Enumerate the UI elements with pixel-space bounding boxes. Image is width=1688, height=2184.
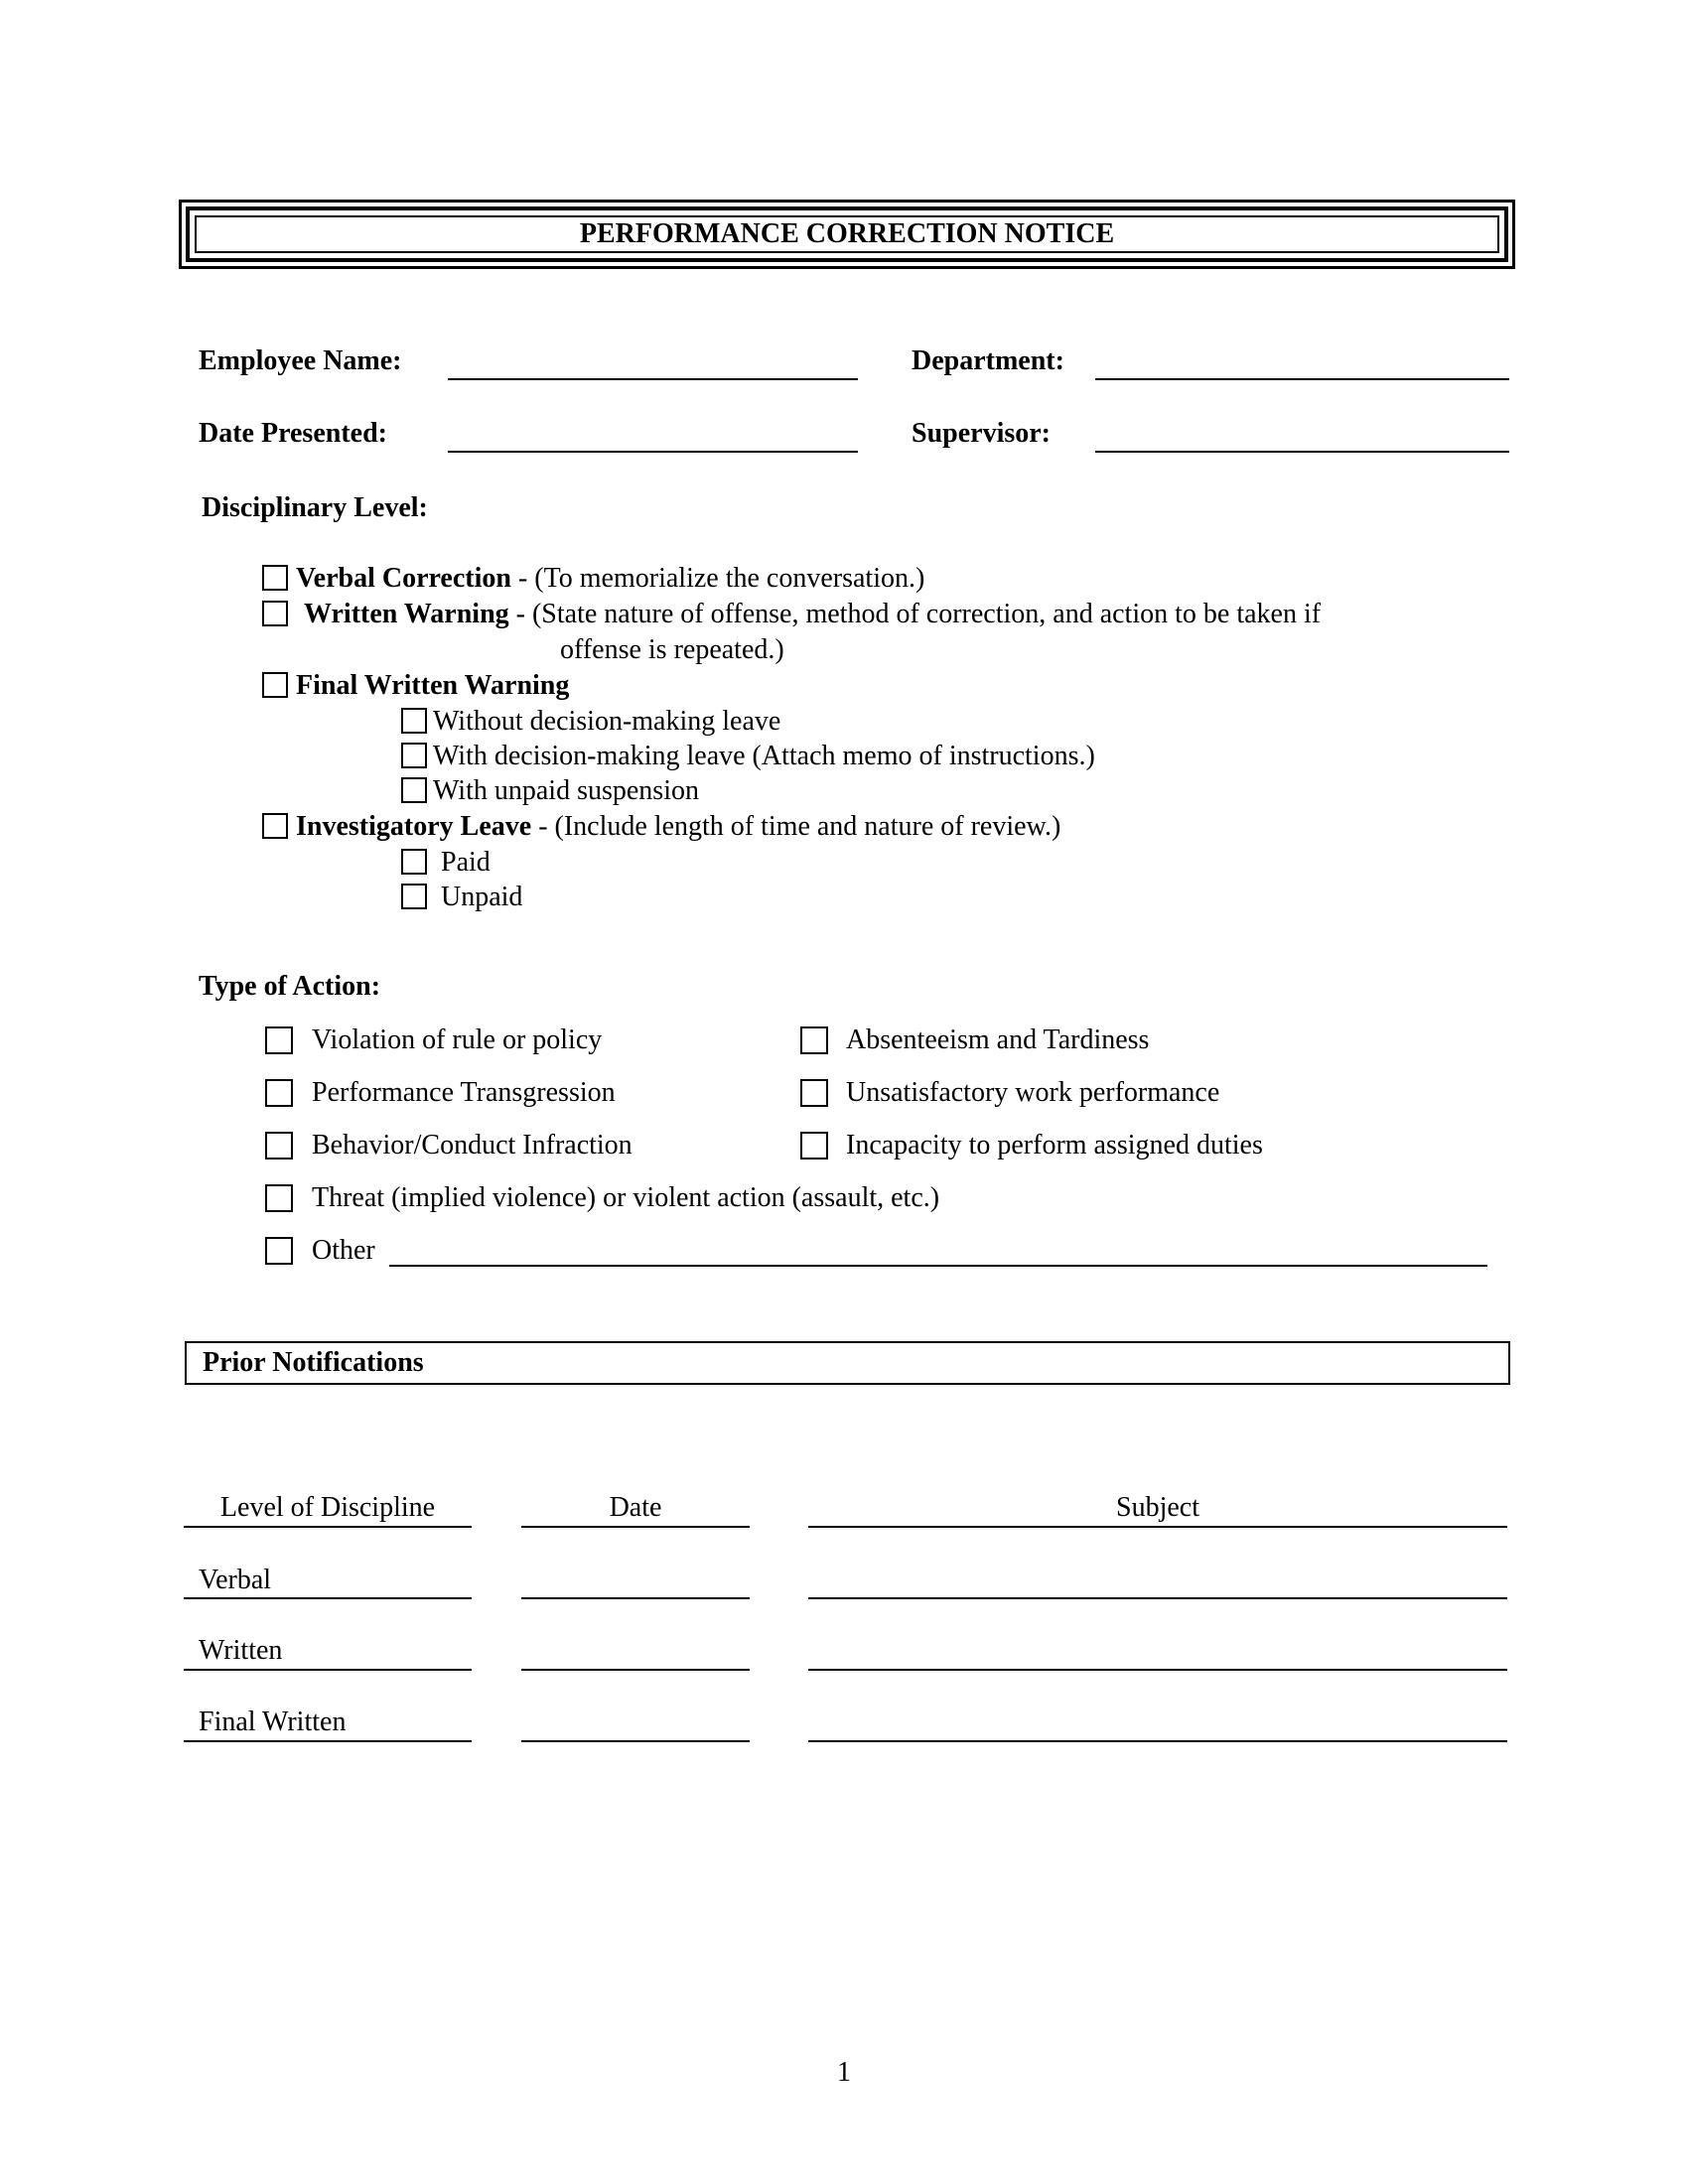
investigatory-leave-option: Investigatory Leave - (Include length of time and nature of review.): [296, 811, 1061, 842]
with-leave-option: With decision-making leave (Attach memo of instructions.): [433, 741, 1095, 771]
performance-transgression-checkbox[interactable]: [265, 1079, 293, 1107]
date-presented-field[interactable]: [448, 451, 858, 453]
written-warning-desc-cont: offense is repeated.): [560, 634, 784, 665]
type-of-action-heading: Type of Action:: [199, 971, 381, 1002]
row-verbal-subject-field[interactable]: [808, 1597, 1507, 1599]
absenteeism-checkbox[interactable]: [800, 1026, 828, 1054]
verbal-correction-option: Verbal Correction - (To memorialize the conversation.): [296, 563, 925, 594]
employee-name-field[interactable]: [448, 378, 858, 380]
without-leave-option: Without decision-making leave: [433, 706, 781, 737]
with-leave-checkbox[interactable]: [401, 743, 427, 768]
violation-checkbox[interactable]: [265, 1026, 293, 1054]
threat-option: Threat (implied violence) or violent action (assault, etc.): [312, 1182, 940, 1213]
col-date: Date: [609, 1492, 662, 1523]
unpaid-option: Unpaid: [441, 882, 523, 912]
supervisor-label: Supervisor:: [912, 418, 1051, 449]
col-level-of-discipline: Level of Discipline: [219, 1492, 436, 1523]
absenteeism-option: Absenteeism and Tardiness: [846, 1024, 1150, 1055]
col-subject: Subject: [1116, 1492, 1199, 1523]
row-final-written-date-field[interactable]: [521, 1740, 750, 1742]
unsatisfactory-performance-option: Unsatisfactory work performance: [846, 1077, 1220, 1108]
row-final-written-level-line: [184, 1740, 472, 1742]
other-option: Other: [312, 1235, 375, 1266]
incapacity-option: Incapacity to perform assigned duties: [846, 1130, 1263, 1160]
other-checkbox[interactable]: [265, 1237, 293, 1265]
performance-transgression-option: Performance Transgression: [312, 1077, 616, 1108]
page-number: 1: [837, 2057, 851, 2088]
unpaid-checkbox[interactable]: [401, 884, 427, 909]
row-final-written-subject-field[interactable]: [808, 1740, 1507, 1742]
row-verbal-level-line: [184, 1597, 472, 1599]
row-verbal-date-field[interactable]: [521, 1597, 750, 1599]
unpaid-suspension-checkbox[interactable]: [401, 777, 427, 803]
verbal-correction-checkbox[interactable]: [262, 565, 288, 591]
without-leave-checkbox[interactable]: [401, 708, 427, 734]
prior-notifications-header: [185, 1341, 1510, 1385]
final-written-warning-checkbox[interactable]: [262, 672, 288, 698]
unsatisfactory-performance-checkbox[interactable]: [800, 1079, 828, 1107]
row-written-level-line: [184, 1669, 472, 1671]
document-title: PERFORMANCE CORRECTION NOTICE: [195, 215, 1499, 253]
row-final-written-label: Final Written: [199, 1706, 347, 1737]
paid-option: Paid: [441, 847, 491, 878]
violation-option: Violation of rule or policy: [312, 1024, 603, 1055]
disciplinary-level-heading: Disciplinary Level:: [202, 492, 428, 523]
row-written-label: Written: [199, 1635, 283, 1666]
employee-name-label: Employee Name:: [199, 345, 402, 376]
investigatory-leave-checkbox[interactable]: [262, 813, 288, 839]
written-warning-option: Written Warning - (State nature of offense, method of correction, and action to be taken if: [304, 599, 1322, 629]
row-written-subject-field[interactable]: [808, 1669, 1507, 1671]
date-presented-label: Date Presented:: [199, 418, 387, 449]
threat-checkbox[interactable]: [265, 1184, 293, 1212]
department-label: Department:: [912, 345, 1064, 376]
other-field[interactable]: [389, 1265, 1487, 1267]
row-written-date-field[interactable]: [521, 1669, 750, 1671]
supervisor-field[interactable]: [1095, 451, 1509, 453]
paid-checkbox[interactable]: [401, 849, 427, 875]
incapacity-checkbox[interactable]: [800, 1132, 828, 1160]
final-written-warning-option: Final Written Warning: [296, 670, 570, 701]
unpaid-suspension-option: With unpaid suspension: [433, 775, 699, 806]
department-field[interactable]: [1095, 378, 1509, 380]
row-verbal-label: Verbal: [199, 1565, 272, 1595]
written-warning-checkbox[interactable]: [262, 601, 288, 626]
prior-notifications-heading: Prior Notifications: [203, 1347, 424, 1378]
title-box: [179, 200, 1515, 269]
behavior-conduct-option: Behavior/Conduct Infraction: [312, 1130, 633, 1160]
behavior-conduct-checkbox[interactable]: [265, 1132, 293, 1160]
